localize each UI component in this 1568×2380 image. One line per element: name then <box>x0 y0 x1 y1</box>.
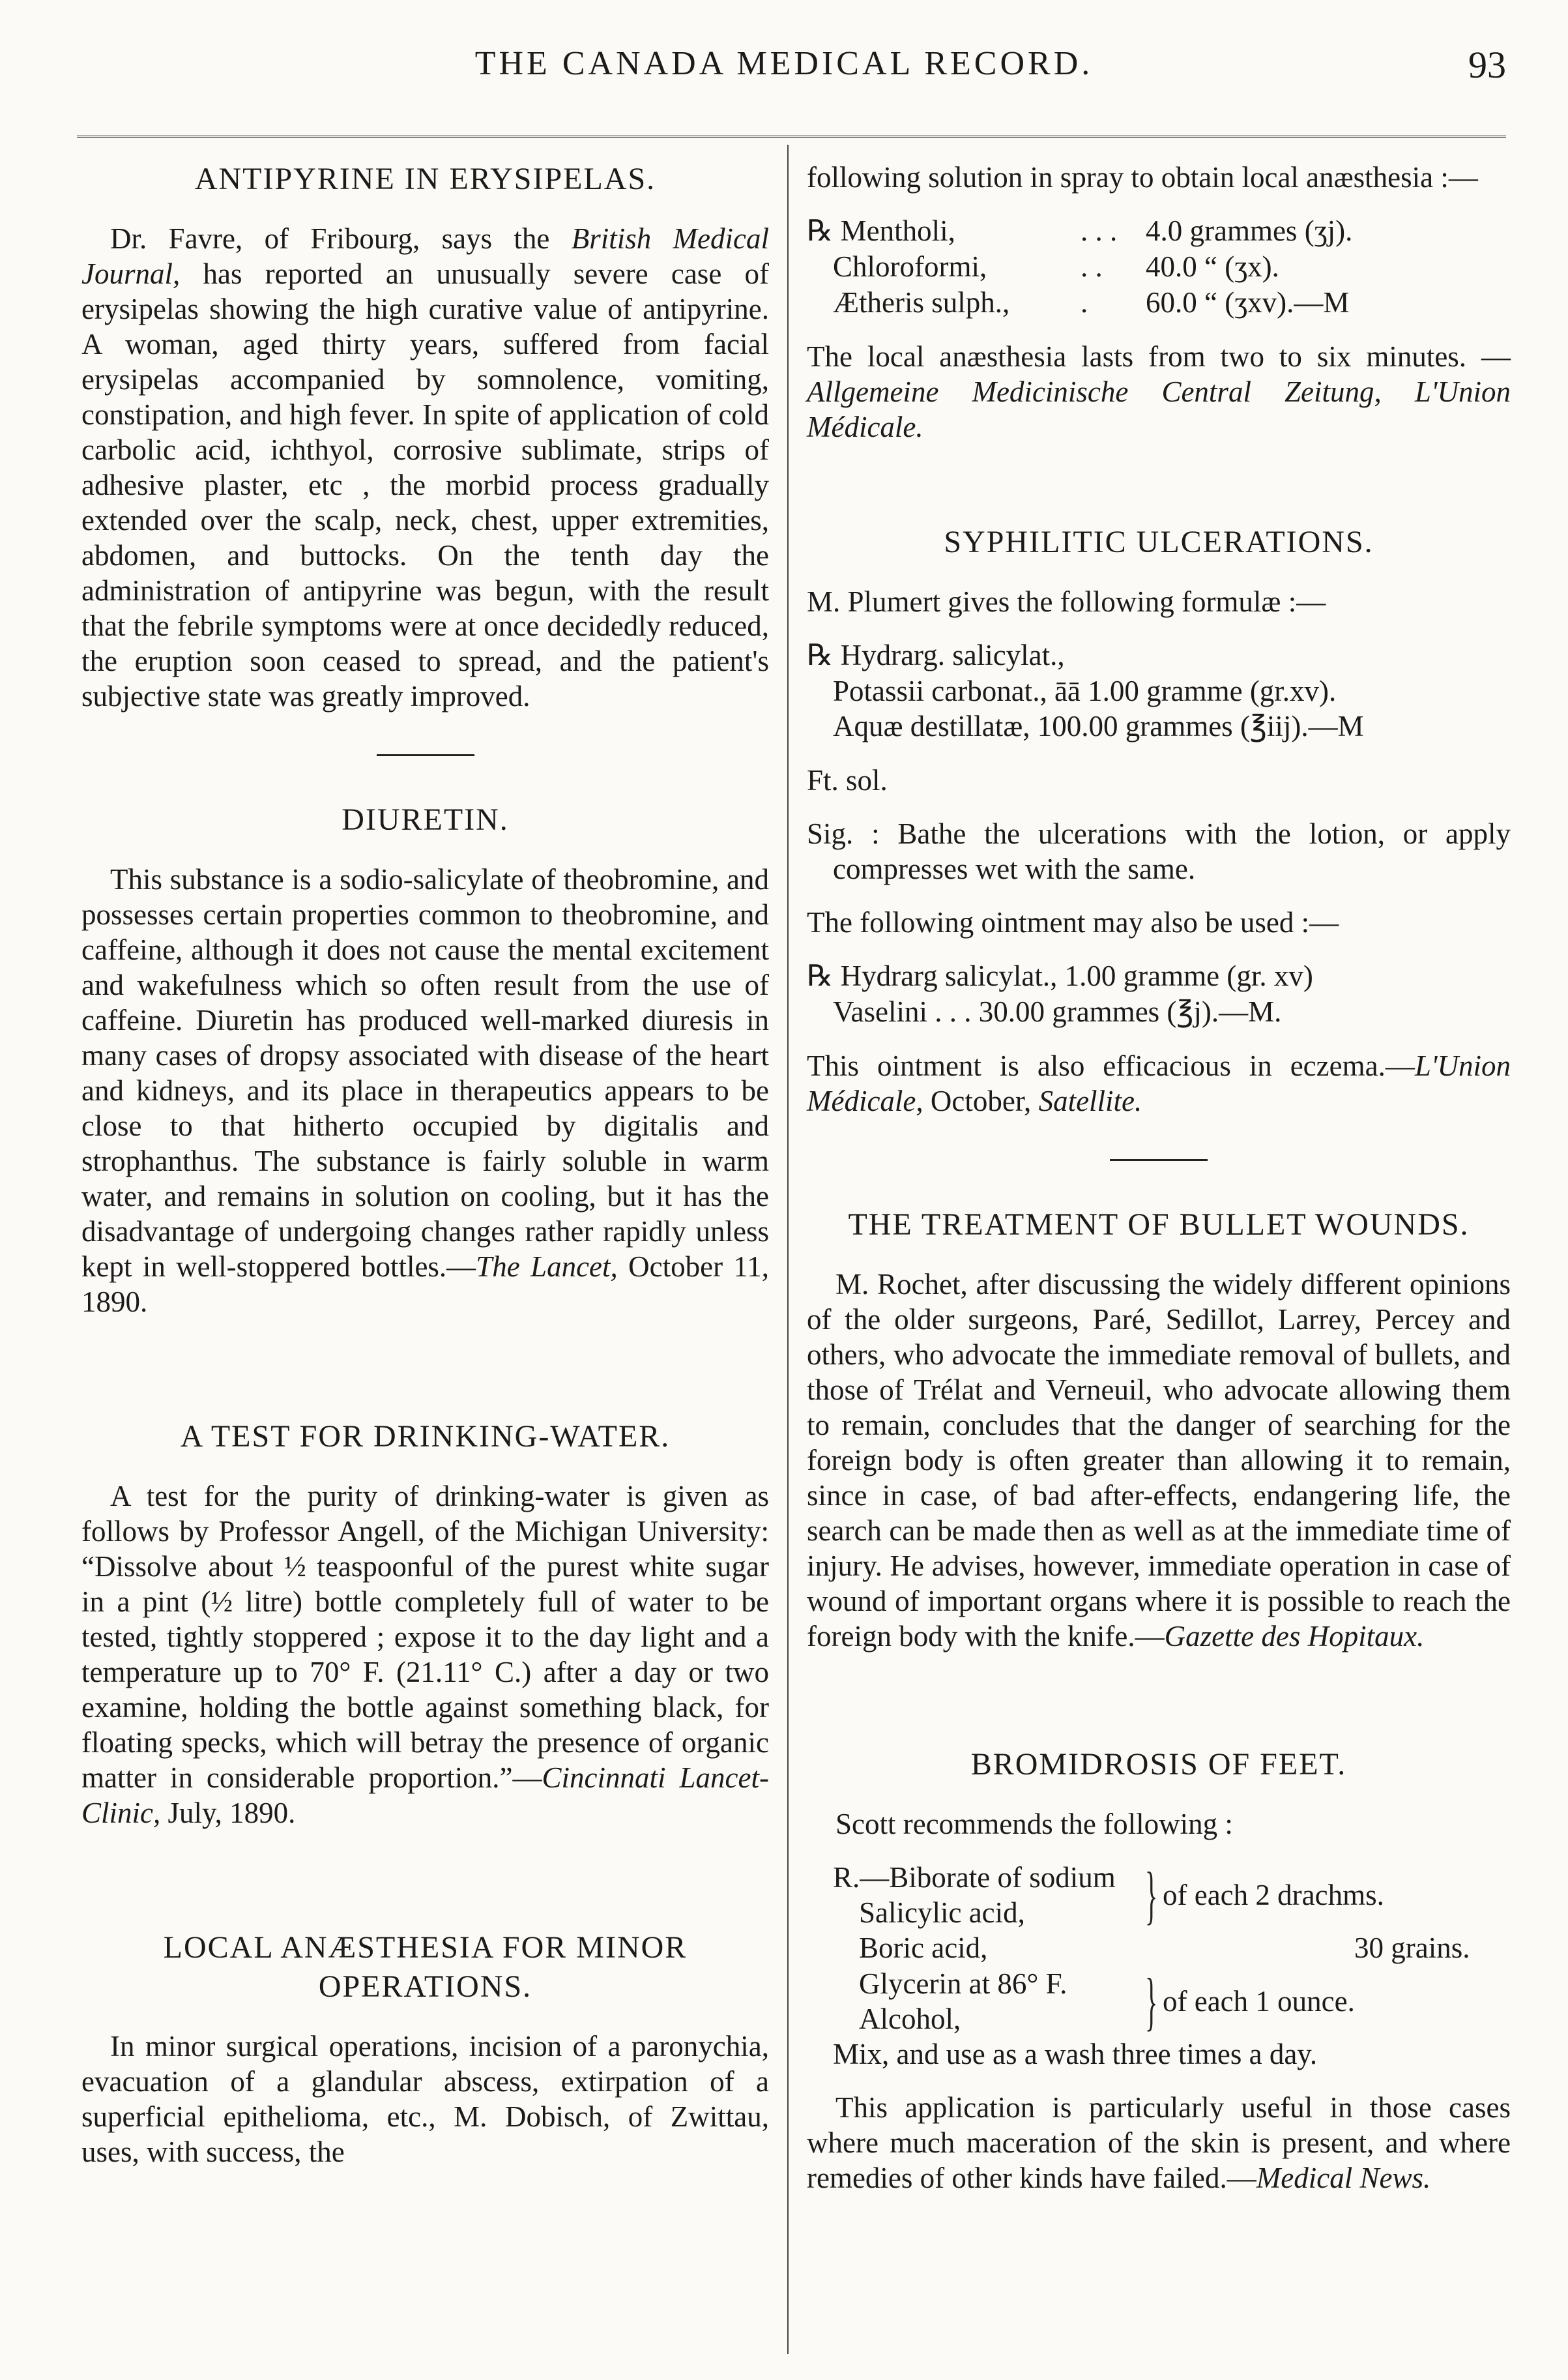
prescription <box>833 1860 1511 2072</box>
drug-name: ℞ Mentholi, <box>807 214 955 247</box>
right-column <box>807 160 1511 2196</box>
leader-dots: . <box>1081 286 1088 319</box>
drug-name: Chloroformi, <box>833 250 987 283</box>
source-citation: L'Union Médicale, <box>807 1050 1511 1118</box>
article-paragraph <box>81 221 769 714</box>
section-separator <box>377 754 474 756</box>
group-quantity: of each 1 ounce. <box>1163 1985 1355 2018</box>
article-paragraph: Ft. sol. <box>807 764 888 797</box>
article-syphilitic <box>807 523 1511 1119</box>
prescription <box>807 958 1511 1030</box>
source-citation: British Medical Journal, <box>81 222 769 290</box>
article-paragraph <box>81 1478 769 1830</box>
leader-dots: . . . <box>1081 214 1118 247</box>
spacer <box>807 887 1511 905</box>
spacer <box>81 1830 769 1928</box>
prescription-line: Potassii carbonat., āā 1.00 gramme (gr.xv). <box>833 674 1337 707</box>
prescription-line: Vaselini . . . 30.00 grammes (℥j).—M. <box>833 995 1282 1029</box>
brace-symbol: } <box>1145 1965 1158 2038</box>
spacer <box>81 1319 769 1417</box>
prescription-line <box>807 285 1511 321</box>
source-citation: Allgemeine Medicinische Central Zeitung, L'Union Médicale. <box>807 375 1511 443</box>
article-paragraph <box>807 1267 1511 1654</box>
prescription <box>807 213 1511 321</box>
spacer <box>807 1654 1511 1745</box>
text-run: has reported an unusually severe case of erysipelas showing the high curative value of antipyrine. A woman, aged thirty years, suffered from facial erysipelas accompanied by somnolence, vomiting, constipation, and high fever. In spite of application of cold carbolic acid, ichthyol, corrosive sublimate, strips of adhesive plaster, etc , the morbid process gradually extended over the scalp, neck, chest, upper extremities, abdomen, and buttocks. On the tenth day the administration of antipyrine was begun, with the result that the febrile symptoms were at once decidedly reduced, the eruption soon ceased to spread, and the patient's subjective state was greatly improved. <box>81 257 769 713</box>
leader-dots: . . <box>1081 250 1103 283</box>
article-title: A TEST FOR DRINKING-WATER. <box>180 1419 671 1454</box>
article-title: SYPHILITIC ULCERATIONS. <box>944 524 1374 559</box>
text-run: The local anæsthesia lasts from two to six minutes. — <box>807 340 1511 373</box>
title-line: LOCAL ANÆSTHESIA FOR MINOR <box>163 1930 688 1965</box>
prescription-line: ℞ Hydrarg. salicylat., <box>807 638 1065 671</box>
running-head <box>0 36 1568 95</box>
article-paragraph: following solution in spray to obtain local anæsthesia :— <box>807 161 1478 194</box>
article-paragraph <box>81 862 769 1319</box>
page-number: 93 <box>1468 44 1506 86</box>
article-diuretin <box>81 801 769 1319</box>
prescription-line <box>807 249 1511 285</box>
group-items <box>833 1860 1139 1930</box>
prescription <box>807 638 1511 745</box>
prescription-line: ℞ Hydrarg salicylat., 1.00 gramme (gr. xv) <box>807 960 1313 993</box>
source-citation: Medical News. <box>1256 2162 1431 2195</box>
section-separator <box>1110 1159 1208 1161</box>
prescription-line: R.—Biborate of sodium <box>833 1861 1116 1894</box>
text-run: This application is particularly useful in those cases where much maceration of the skin is present, and where remedies of other kinds have failed.— <box>807 2091 1511 2195</box>
text-run: This substance is a sodio-salicylate of theobromine, and possesses certain properties common to theobromine, and caffeine, although it does not cause the mental excitement and wakefulness which so often result from the use of caffeine. Diuretin has produced well-marked diuresis in many cases of dropsy associated with disease of the heart and kidneys, and its place in therapeutics appears to be close to that hitherto occupied by digitalis and strophanthus. The substance is fairly soluble in warm water, and remains in solution on cooling, but it has the disadvantage of undergoing changes rather rapidly unless kept in well-stoppered bottles.— <box>81 863 769 1283</box>
prescription-line: Salicylic acid, <box>859 1896 1025 1930</box>
drug-name: Ætheris sulph., <box>833 286 1010 319</box>
spacer <box>807 445 1511 523</box>
article-paragraph: Scott recommends the following : <box>835 1808 1233 1841</box>
article-paragraph: The following ointment may also be used :— <box>807 906 1339 939</box>
article-paragraph: In minor surgical operations, incision of a paronychia, evacuation of a glandular abscess, extirpation of a superficial epithelioma, etc., M. Dobisch, of Zwittau, uses, with success, the <box>81 2030 769 2168</box>
text-run: October 11, 1890. <box>81 1250 769 1318</box>
article-title: BROMIDROSIS OF FEET. <box>970 1747 1347 1782</box>
article-title: ANTIPYRINE IN ERYSIPELAS. <box>194 162 656 196</box>
drug-quantity: 30 grains. <box>1354 1932 1470 1965</box>
prescription-group <box>833 1860 1511 1930</box>
journal-title: THE CANADA MEDICAL RECORD. <box>474 45 1094 82</box>
group-quantity: of each 2 drachms. <box>1163 1879 1384 1912</box>
source-citation: Cincinnati Lancet-Clinic, <box>81 1761 769 1829</box>
column-divider <box>787 145 789 2354</box>
article-anaesthesia-continued <box>807 160 1511 445</box>
source-citation: Gazette des Hopitaux. <box>1164 1620 1425 1653</box>
article-paragraph: M. Plumert gives the following formulæ :— <box>807 585 1326 618</box>
prescription-line: Glycerin at 86° F. <box>859 1967 1067 2001</box>
article-title <box>81 1928 769 2006</box>
prescription-line <box>833 1930 1511 1966</box>
text-run: This ointment is also efficacious in eczema.— <box>807 1050 1415 1083</box>
drug-name: Boric acid, <box>859 1932 988 1965</box>
brace-symbol: } <box>1145 1858 1158 1932</box>
header-rule <box>77 136 1506 141</box>
article-bullet-wounds <box>807 1205 1511 1654</box>
article-antipyrine <box>81 160 769 714</box>
article-water-test <box>81 1417 769 1830</box>
article-paragraph <box>807 1048 1511 1119</box>
article-paragraph <box>807 2090 1511 2196</box>
text-run: July, 1890. <box>160 1797 296 1829</box>
prescription-group <box>833 1966 1511 2036</box>
article-title: THE TREATMENT OF BULLET WOUNDS. <box>848 1207 1470 1242</box>
source-citation: Satellite. <box>1038 1085 1142 1118</box>
prescription-line: Mix, and use as a wash three times a day. <box>833 2038 1318 2071</box>
drug-quantity: 60.0 “ (ʒxv).—M <box>1146 286 1350 319</box>
prescription-line: Aquæ destillatæ, 100.00 grammes (℥iij).—M <box>833 710 1364 743</box>
text-run: M. Rochet, after discussing the widely different opinions of the older surgeons, Paré, Sedillot, Larrey, Percey and others, who advocate the immediate removal of bullets, and those of Trélat and Verneuil, who advocate allowing them to remain, concludes that the danger of searching for the foreign body is often greater than allowing it to remain, since in case, of bad after-effects, endangering life, the search can be made then as well as at the immediate time of injury. He advises, however, immediate operation in case of wound of important organs where it is possible to reach the foreign body with the knife.— <box>807 1268 1511 1653</box>
spacer <box>807 798 1511 816</box>
article-paragraph: Sig. : Bathe the ulcerations with the lotion, or apply compresses wet with the same. <box>807 817 1511 886</box>
prescription-line: Alcohol, <box>859 2003 961 2036</box>
prescription-line <box>807 213 1511 249</box>
article-paragraph <box>807 339 1511 445</box>
text-run: Dr. Favre, of Fribourg, says the <box>110 222 572 255</box>
text-run: A test for the purity of drinking-water is given as follows by Professor Angell, of the Michigan University: “Dissolve about ½ teaspoonful of the purest white sugar in a pint (½ litre) bottle completely full of water to be tested, tightly stoppered ; expose it to the day light and a temperature up to 70° F. (21.11° C.) after a day or two examine, holding the bottle against something black, for floating specks, which will betray the presence of organic matter in considerable proportion.”— <box>81 1480 769 1794</box>
drug-quantity: 4.0 grammes (ʒj). <box>1146 214 1353 247</box>
left-column <box>81 160 769 2169</box>
article-title: DIURETIN. <box>341 802 509 837</box>
text-run: October, <box>923 1085 1039 1118</box>
drug-quantity: 40.0 “ (ʒx). <box>1146 250 1279 283</box>
source-citation: The Lancet, <box>476 1250 618 1283</box>
title-line: OPERATIONS. <box>318 1969 532 2004</box>
article-local-anaesthesia <box>81 1928 769 2169</box>
article-bromidrosis <box>807 1745 1511 2196</box>
group-items <box>833 1966 1139 2036</box>
